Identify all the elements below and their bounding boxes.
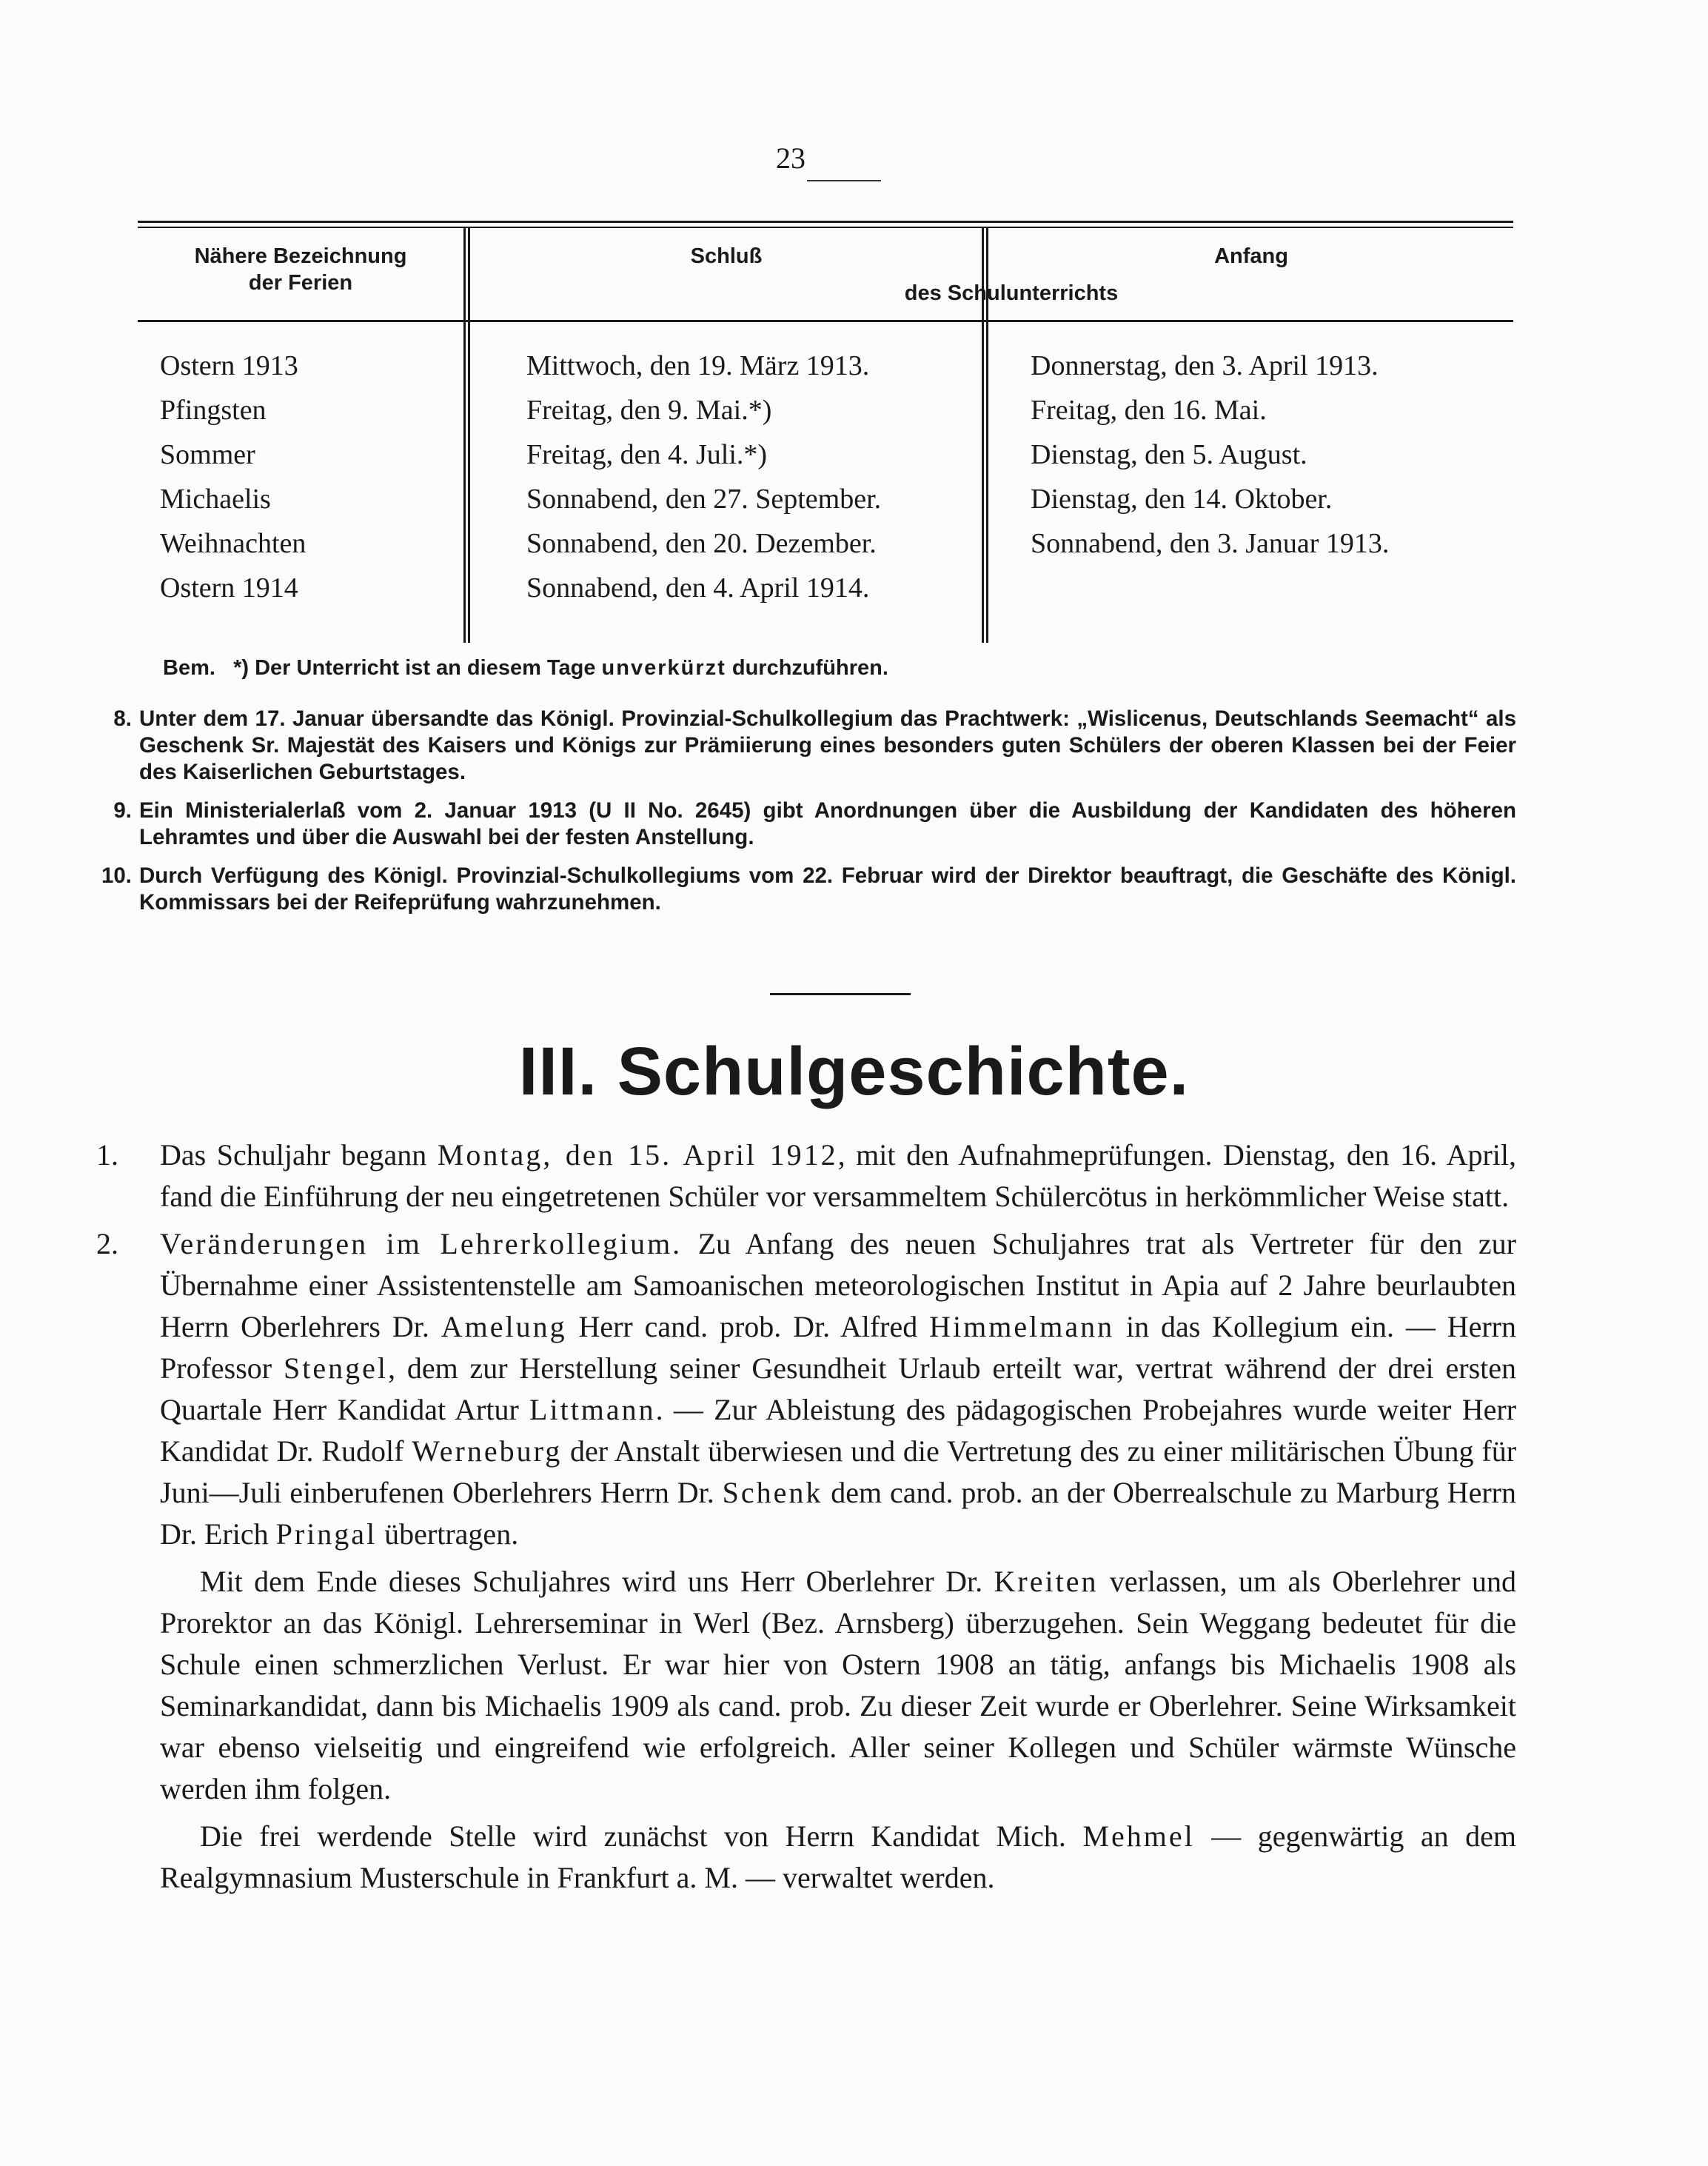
cell-ferien: Pfingsten <box>160 395 267 426</box>
header-ferien: Nähere Bezeichnung der Ferien <box>194 244 407 295</box>
cell-ferien: Sommer <box>160 439 255 470</box>
section-rule <box>770 993 911 995</box>
cell-ferien: Ostern 1913 <box>160 350 298 381</box>
cell-anfang: Sonnabend, den 3. Januar 1913. <box>1031 528 1390 559</box>
table-divider-1 <box>463 227 466 643</box>
paragraph: 2. Veränderungen im Lehrerkollegium. Zu Anfang des neuen Schuljahres trat als Vertreter für den zur Übernahme einer Assistentenstelle am Samoanischen meteorologischen Institut in Apia auf 2 Jahre beurlaubten Herrn Oberlehrers Dr. Amelung Herr cand. prob. Dr. Alfred Himmelmann in das Kollegium ein. — Herrn Professor Stengel, dem zur Herstellung seiner Gesundheit Urlaub erteilt war, vertrat während der drei ersten Quartale Herr Kandidat Artur Littmann. — Zur Ableistung des pädagogischen Probejahres wurde weiter Herr Kandidat Dr. Rudolf Werneburg der Anstalt überwiesen und die Vertretung des zu einer militärischen Übung für Juni—Juli einberufenen Oberlehrers Herrn Dr. Schenk dem cand. prob. an der Oberrealschule zu Marburg Herrn Dr. Erich Pringal übertragen. <box>96 1227 1517 1551</box>
cell-schluss: Sonnabend, den 4. April 1914. <box>526 572 870 604</box>
cell-ferien: Weihnachten <box>160 528 307 559</box>
page-number: 23 <box>776 141 806 175</box>
table-header-rule <box>138 320 1513 322</box>
body-text <box>96 1134 1516 1905</box>
header-schluss: Schluß <box>690 244 763 268</box>
section-title: III. Schulgeschichte. <box>518 1034 1190 1109</box>
list-item: 9. Ein Ministerialerlaß vom 2. Januar 1913 (U II No. 2645) gibt Anordnungen über die Ausbildung der Kandidaten des höheren Lehramtes und über die Auswahl bei der festen Anstellung. <box>113 798 1516 849</box>
paragraph: Mit dem Ende dieses Schuljahres wird uns Herr Oberlehrer Dr. Kreiten verlassen, um als Oberlehrer und Prorektor an das Königl. Lehrerseminar in Werl (Bez. Arnsberg) überzugehen. Sein Weggang bedeutet für die Schule einen schmerzlichen Verlust. Er war hier von Ostern 1908 an tätig, anfangs bis Michaelis 1908 als Seminarkandidat, dann bis Michaelis 1909 als cand. prob. Zu dieser Zeit wurde er Oberlehrer. Seine Wirksamkeit war ebenso vielseitig und eingreifend wie erfolgreich. Aller seiner Kollegen und Schüler wärmste Wünsche werden ihm folgen. <box>160 1565 1516 1805</box>
page-number-rule <box>807 180 881 181</box>
cell-schluss: Sonnabend, den 27. September. <box>526 484 882 515</box>
paragraph: 1. Das Schuljahr begann Montag, den 15. April 1912, mit den Aufnahmeprüfungen. Dienstag, den 16. April, fand die Einführung der neu eingetretenen Schüler vor versammeltem Schülercötus in herkömmlicher Weise statt. <box>96 1138 1516 1213</box>
cell-ferien: Michaelis <box>160 484 271 515</box>
cell-schluss: Sonnabend, den 20. Dezember. <box>526 528 877 559</box>
cell-anfang: Freitag, den 16. Mai. <box>1031 395 1267 426</box>
table-top-rule <box>138 221 1513 223</box>
cell-ferien: Ostern 1914 <box>160 572 298 604</box>
table-divider-1b <box>468 227 470 643</box>
numbered-items <box>80 706 1516 928</box>
cell-schluss: Freitag, den 4. Juli.*) <box>526 439 768 470</box>
header-anfang: Anfang <box>1214 244 1288 268</box>
table-top-rule-inner <box>138 227 1513 228</box>
cell-anfang: Dienstag, den 5. August. <box>1031 439 1307 470</box>
table-footnote: Bem. *) Der Unterricht ist an diesem Tage unverkürzt durchzuführen. <box>163 656 888 680</box>
paragraph: Die frei werdende Stelle wird zunächst von Herrn Kandidat Mich. Mehmel — gegenwärtig an dem Realgymnasium Musterschule in Frankfurt a. M. — verwaltet werden. <box>160 1819 1517 1894</box>
cell-anfang: Dienstag, den 14. Oktober. <box>1031 484 1333 515</box>
cell-schluss: Freitag, den 9. Mai.*) <box>526 395 772 426</box>
list-item: 10. Durch Verfügung des Königl. Provinzial-Schulkollegiums vom 22. Februar wird der Direktor beauftragt, die Geschäfte des Königl. Kommissars bei der Reifeprüfung wahrzunehmen. <box>101 863 1516 915</box>
header-shared: des Schulunterrichts <box>904 281 1119 305</box>
holiday-table <box>138 221 1513 643</box>
cell-schluss: Mittwoch, den 19. März 1913. <box>526 350 870 381</box>
cell-anfang: Donnerstag, den 3. April 1913. <box>1031 350 1379 381</box>
list-item: 8. Unter dem 17. Januar übersandte das Königl. Provinzial-Schulkollegium das Prachtwerk: „Wislicenus, Deutschlands Seemacht“ als Geschenk Sr. Majestät des Kaisers und Königs zur Prämiierung eines besonders guten Schülers der oberen Klassen bei der Feier des Kaiserlichen Geburtstages. <box>113 706 1516 784</box>
